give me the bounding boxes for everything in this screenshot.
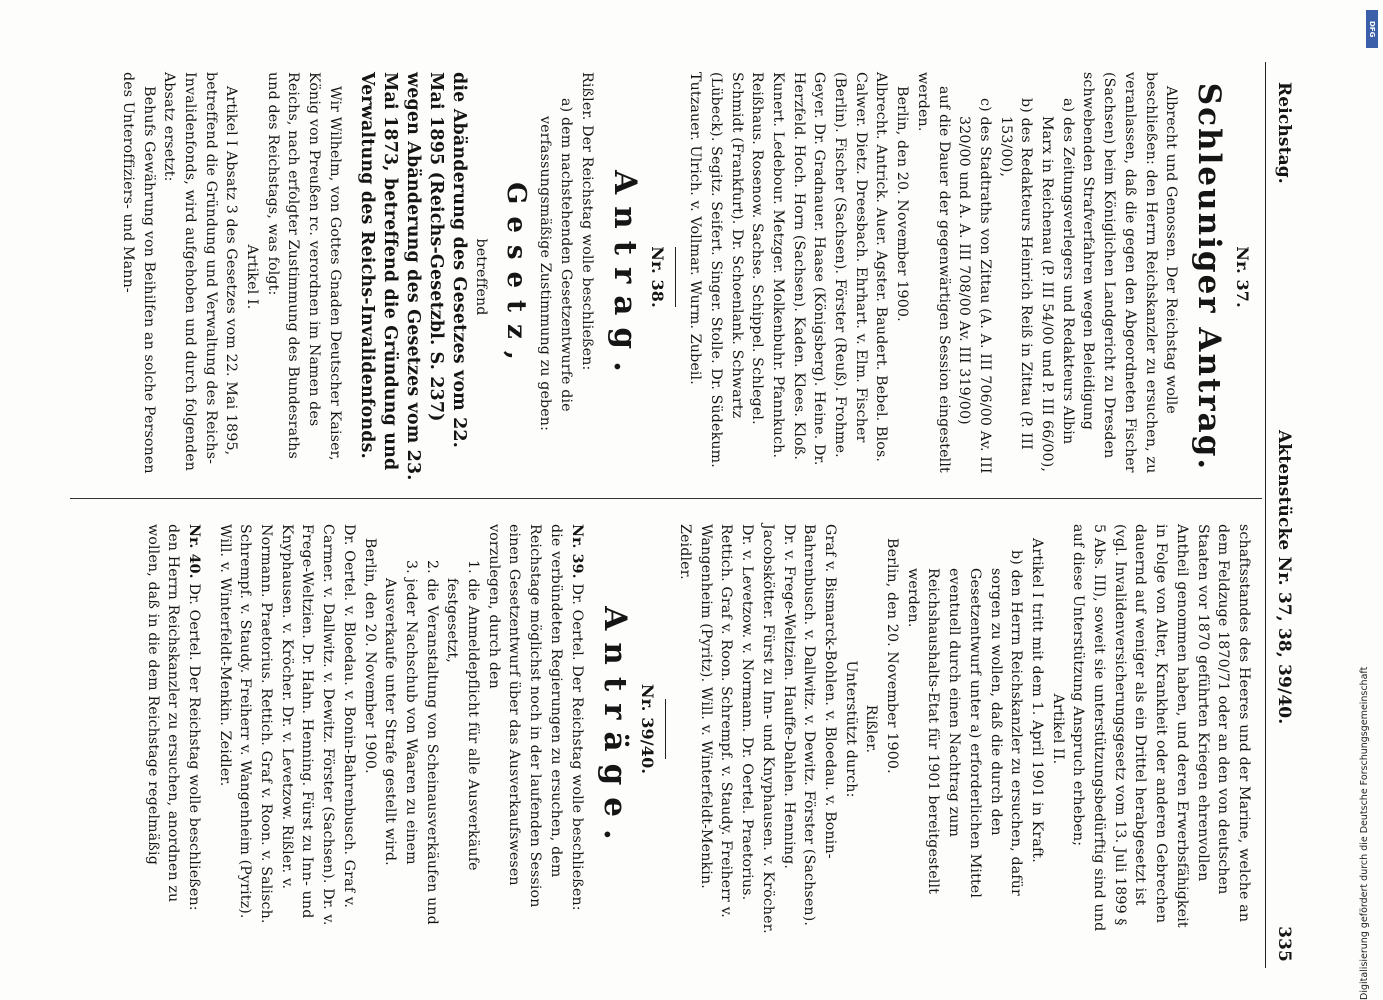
betreffend-label: betreffend [472, 238, 489, 316]
wilhelm-preamble: Wir Wilhelm, von Gottes Gnaden Deutscher Kaiser, König von Preußen rc. verordnen im Namen des Reichs, nach erfolgter Zustimmung des Bundesraths und des Reichstags, was folgt: [264, 72, 343, 461]
column-divider [70, 498, 1262, 499]
right-column [142, 524, 1254, 934]
nr3940-heading: Anträge. [596, 606, 633, 852]
digitization-note: Digitalisierung gefördert durch die Deutsche Forschungsgemeinschaft [1359, 666, 1370, 1000]
nr39-item-2: 2. die Veranstaltung von Scheinausverkäufen und [423, 560, 440, 925]
nr37-heading: Schleuniger Antrag. [1191, 82, 1228, 472]
gesetz-title: die Abänderung des Gesetzes vom 22. Mai 1895 (Reichs-Gesetzbl. S. 237) wegen Abänderung des Gesetzes vom 23. Mai 1873, betreffend die Gründung und Verwaltung des Reichs-Invalidenfonds. [356, 72, 469, 481]
nr39-item-1: 1. die Anmeldepflicht für alle Ausverkäufe festgesetzt, [444, 560, 482, 871]
nr38-item-b: b) den Herrn Reichskanzler zu ersuchen, dafür sorgen zu wollen, daß die durch den Gesetzentwurf unter a) erforderlichen Mittel eventuell durch einen Nachtrag zum Reichshaushalts-Etat für 1901 bereitgestellt werden. [904, 550, 1025, 899]
nr38-author: Rißler. [863, 704, 880, 754]
nr37-intro: Albrecht und Genossen. Der Reichstag wolle beschließen: den Herrn Reichskanzler zu ersuchen, zu veranlassen, daß die gegen den Abgeordneten Fischer (Sachsen) beim Königlichen Landgericht zu Dresden schwebenden Strafverfahren wegen Beleidigung [1080, 72, 1180, 474]
header-left: Reichstag. [1274, 82, 1294, 184]
artikel-2-heading: Artikel II. [1049, 693, 1066, 765]
nr37-item-c: c) des Stadtraths von Zittau (A. A. III 706/00 Av. III 320/00 und A. A. III 708/00 Av. III 319/00) [956, 98, 993, 474]
nr40-text: Dr. Oertel. Der Reichstag wolle beschließen: den Herrn Reichskanzler zu ersuchen, anordnen zu wollen, daß in die dem Reichstage regelmäßig [144, 524, 202, 911]
nr39-text: Dr. Oertel. Der Reichstag wolle beschließen: die verbündeten Regierungen zu ersuchen, dem Reichstage möglichst noch in der laufenden Session einen Gesetzentwurf über das Ausverkaufswesen vorzulegen, durch den [485, 524, 585, 911]
nr38-item-a: a) dem nachstehenden Gesetzentwurfe die verfassungsmäßige Zustimmung zu geben: [537, 98, 575, 431]
nr39-date: Berlin, den 20. November 1900. [361, 538, 378, 774]
nr37-item-a: a) des Zeitungsverlegers und Redakteurs Albin Marx in Reichenau (P. III 54/00 und P. III 66/00), [1039, 98, 1076, 473]
nr38-heading: Antrag. [606, 170, 643, 384]
supported-by-label: Unterstützt durch: [842, 660, 859, 798]
running-header [1268, 62, 1298, 968]
nr38-intro: Rißler. Der Reichstag wolle beschließen: [578, 72, 595, 371]
nr37-conclusion: auf die Dauer der gegenwärtigen Session eingestellt werden. [914, 72, 952, 473]
artikel-1-heading: Artikel I. [244, 244, 261, 310]
left-column [117, 72, 1254, 482]
nr38-number: Nr. 38. [648, 246, 668, 308]
nr3940-number: Nr. 39/40. [638, 683, 658, 775]
continuation-text: schaftsstandes des Heeres und der Marine, welche an dem Feldzuge 1870/71 oder an den von deutschen Staaten vor 1870 geführten Kriegen ehrenvollen Antheil genommen haben, und deren Erwerbsfähigkeit in Folge von Alter, Krankheit oder anderen Gebrechen dauernd auf weniger als ein Drittel herabgesetzt ist (vgl. Invalidenversicherungsgesetz vom 13. Juli 1899 § 5 Abs. III), soweit sie unterstützungsbedürftig sind und auf diese Unterstützung Anspruch erheben; [1070, 524, 1252, 932]
nr38-date: Berlin, den 20. November 1900. [884, 538, 901, 774]
dfg-logo: DFG [1366, 10, 1378, 48]
artikel-1-text: Artikel I Absatz 3 des Gesetzes vom 22. Mai 1895, betreffend die Gründung und Verwaltung des Reichs-Invalidenfonds, wird aufgehoben und durch folgenden Absatz ersetzt: [161, 72, 240, 472]
nr38-signatories: Graf v. Bismarck-Bohlen. v. Bloedau. v. Bonin-Bahrenbusch. v. Dallwitz. v. Dewitz. Förster (Sachsen). Dr. v. Frege-Weltzien. Hauffe-Dahlen. Henning. Jacobskötter. Fürst zu Inn- und Knyphausen. v. Kröcher. Dr. v. Levetzow. v. Normann. Dr. Oertel. Praetorius. Rettich. Graf v. Roon. Schrempf. v. Staudy. Freiherr v. Wangenheim (Pyritz). Will. v. Winterfeldt-Menkin. Zeidler. [677, 524, 838, 934]
nr37-signatories: Albrecht. Antrick. Auer. Agster. Baudert. Bebel. Blos. Calwer. Dietz. Dreesbach. Ehrhart. v. Elm. Fischer (Berlin). Fischer (Sachsen). Förster (Reuß). Frohme. Geyer. Dr. Gradnauer. Haase (Königsberg). Heine. Dr. Herzfeld. Hoch. Horn (Sachsen). Kaden. Klees. Kloß. Kunert. Ledebour. Metzger. Molkenbuhr. Pfannkuch. Reißhaus. Rosenow. Sachse. Schippel. Schlegel. Schmidt (Frankfurt). Dr. Schoenlank. Schwartz (Lübeck). Segitz. Seifert. Singer. Stolle. Dr. Südekum. Tutzauer. Ulrich. v. Vollmar. Wurm. Zubeil. [687, 72, 890, 468]
nr37-item-b: b) des Redakteurs Heinrich Reiß in Zittau (P. III 153/00), [997, 98, 1035, 450]
header-title: Aktenstücke Nr. 37, 38, 39/40. [1274, 430, 1294, 725]
rotated-document-page [70, 62, 1298, 968]
page-number: 335 [1274, 926, 1294, 962]
nr39-label: Nr. 39. [568, 524, 585, 579]
header-rule [1265, 62, 1266, 968]
nr39-item-3: 3. jeder Nachschub von Waaren zu einem Ausverkaufe unter Strafe gestellt wird. [382, 560, 419, 866]
nr39-signatories: Dr. Oertel. v. Bloedau. v. Bonin-Bahrenbusch. Graf v. Carmer. v. Dallwitz. v. Dewitz. Förster (Sachsen). Dr. v. Frege-Weltzien. Dr. Hahn. Henning. Fürst zu Inn- und Knyphausen. v. Kröcher. Dr. v. Levetzow. Rißler. v. Normann. Praetorius. Rettich. Graf v. Roon. v. Salisch. Schrempf. v. Staudy. Freiherr v. Wangenheim (Pyritz). Will. v. Winterfeldt-Menkin. Zeidler. [216, 524, 357, 926]
section-separator [665, 699, 666, 759]
nr40-label: Nr. 40. [185, 524, 202, 579]
gesetz-heading: Gesetz, [500, 182, 531, 372]
behufs-text: Behufs Gewährung von Beihilfen an solche Personen des Unteroffiziers- und Mann- [119, 72, 157, 474]
section-separator [675, 247, 676, 307]
nr37-number: Nr. 37. [1233, 246, 1252, 308]
nr37-date: Berlin, den 20. November 1900. [894, 86, 911, 322]
artikel-2-text: Artikel I tritt mit dem 1. April 1901 in Kraft. [1028, 538, 1045, 863]
